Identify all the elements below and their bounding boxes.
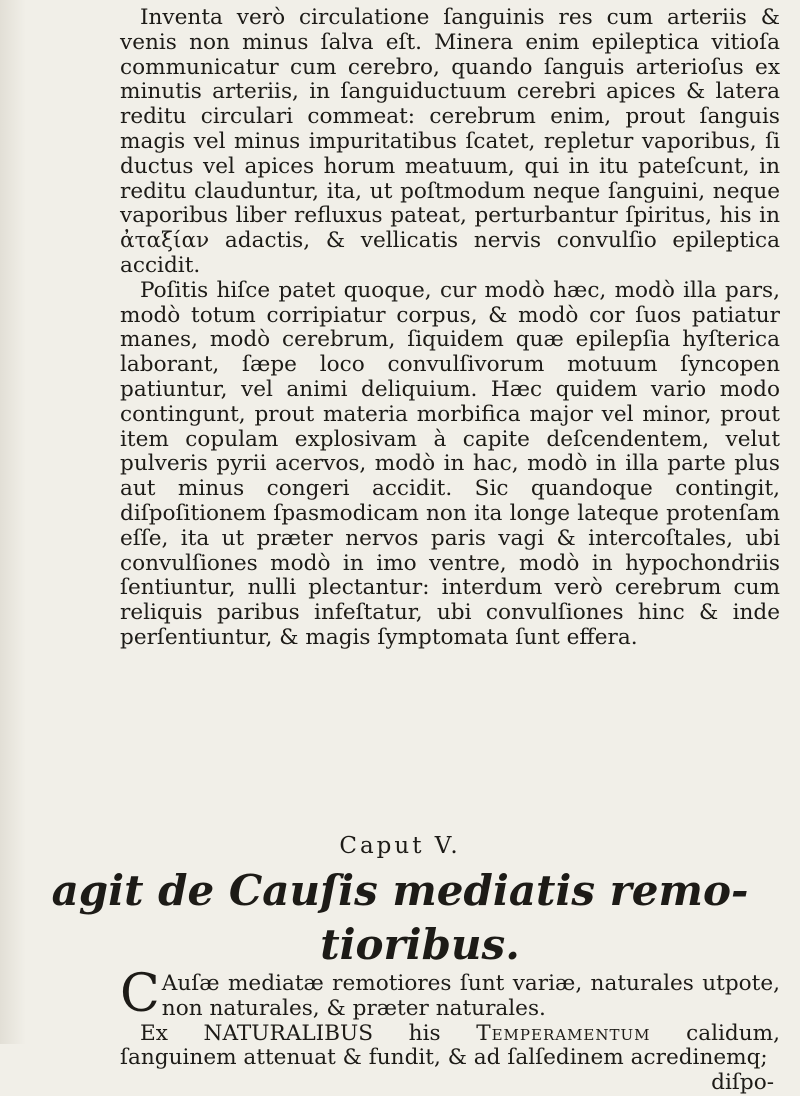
paragraph-circulation: Inventa verò circulatione ſanguinis res cum arteriis & venis non minus ſalva eſt. Minera enim epileptica vitioſa communicatur cum cerebro, quando ſanguis arterioſus ex minutis arteriis, in ſanguiductuum cerebri apices & latera reditu circulari commeat: cerebrum enim, prout ſanguis magis vel minus impuritatibus ſcatet, repletur vaporibus, ſi ductus vel apices horum meatuum, qui in itu pateſcunt, in reditu clauduntur, ita, ut poſtmodum neque ſanguini, neque vaporibus liber refluxus pateat, perturbantur ſpiritus, his in ἀταξίαν adactis, & vellicatis nervis convulſio epileptica accidit. [120, 5, 780, 278]
paragraph-convulsions: Poſitis hiſce patet quoque, cur modò hæc, modò illa pars, modò totum corripiatur corpus, & modò cor ſuos patiatur manes, modò cerebrum, ſiquidem quæ epilepſia hyſterica laborant, ſæpe loco convulſivorum motuum ſyncopen patiuntur, vel animi deliquium. Hæc quidem vario modo contingunt, prout materia morbifica major vel minor, prout item copulam explosivam à capite deſcendentem, velut pulveris pyrii acervos, modò in hac, modò in illa parte plus aut minus congeri accidit. Sic quandoque contingit, diſpoſitionem ſpasmodicam non ita longe lateque protenſam eſſe, ita ut præter nervos paris vagi & intercoſtales, ubi convulſiones modò in imo ventre, modò in hypochondriis ſentiuntur, nulli plectantur: interdum verò cerebrum cum reliquis paribus infeſtatur, ubi convulſiones hinc & inde perſentiuntur, & magis ſymptomata ſunt effera. [120, 277, 780, 650]
paragraph-causes [120, 964, 780, 1024]
natural-lead: Ex NATURALIBUS his [140, 1020, 441, 1046]
paragraph-causes-text: Auſæ mediatæ remotiores ſunt variæ, naturales utpote, non naturales, & præter naturales. [161, 971, 780, 1021]
chapter-body [120, 964, 780, 1096]
drop-cap: C [120, 964, 160, 1024]
chapter-title-line-1: agit de Cauſis mediatis remo- [51, 866, 749, 915]
body-text [120, 6, 780, 651]
catchword: diſpo- [711, 1070, 774, 1096]
chapter-title-line-2: tioribus. [320, 920, 520, 969]
chapter-number: Caput V. [339, 833, 461, 859]
temperament-term: Temperamentum [476, 1020, 651, 1046]
natural-rest: calidum, ſanguinem attenuat & fundit, & ad ſalſedinem acredinemq; [120, 1020, 780, 1071]
paragraph-natural [120, 1022, 780, 1072]
